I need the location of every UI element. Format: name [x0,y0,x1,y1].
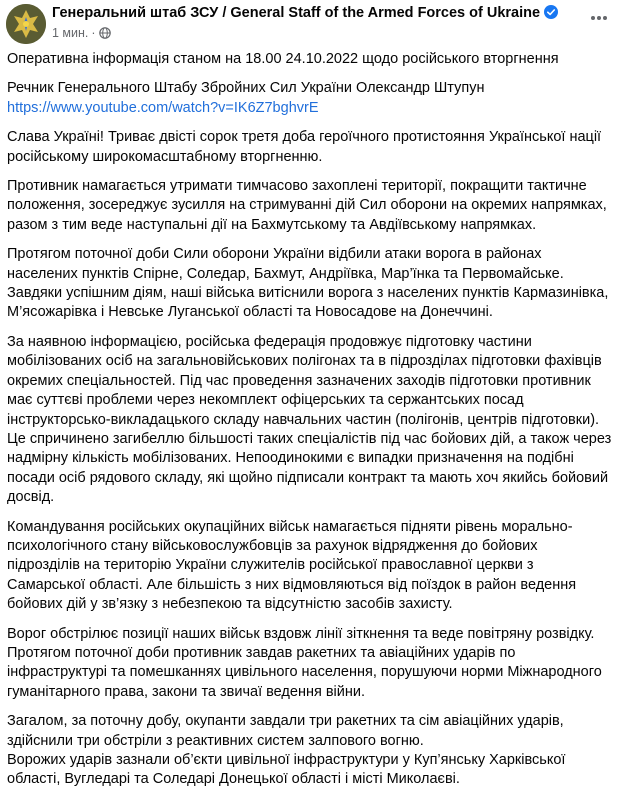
page-name-row [52,4,558,24]
post-paragraph: Противник намагається утримати тимчасово захоплені території, покращити тактичне положення, зосереджує зусилля на стримуванні дій Сил оборони на окремих напрямках, разом з тим веде наступальні дії на Бахмутському та Авдіївському напрямках. [7,178,607,233]
emblem-icon [6,4,46,44]
meta-separator: · [91,26,96,40]
post-paragraph-summary [7,712,613,790]
globe-icon[interactable] [99,27,111,43]
youtube-link[interactable]: https://www.youtube.com/watch?v=IK6Z7bghvrE [7,99,319,116]
post-timestamp[interactable]: 1 мин. [52,26,89,40]
post-text [7,50,613,800]
post-paragraph: Ворог обстрілює позиції наших військ вздовж лінії зіткнення та веде повітряну розвідку. Протягом поточної доби противник завдав ракетних та авіаційних ударів по інфраструктурі та помешканнях цивільного населення, порушуючи норми Міжнародного гуманітарного права, закони та звичаї ведення війни. [7,625,602,700]
post-paragraph-title: Оперативна інформація станом на 18.00 24.10.2022 щодо російського вторгнення [7,51,559,67]
spokesperson-text: Речник Генерального Штабу Збройних Сил України Олександр Штупун [7,80,485,97]
post-meta [52,25,111,43]
summary-text: Загалом, за поточну добу, окупанти завдали три ракетних та сім авіаційних ударів, здійснили три обстріли з реактивних систем залпового вогню. [7,713,564,749]
post-paragraph-spokesperson [7,79,613,118]
more-options-icon[interactable] [587,8,611,28]
post-paragraph: Протягом поточної доби Сили оборони України відбили атаки ворога в районах населених пунктів Спірне, Соледар, Бахмут, Андріївка, Мар’їнка та Первомайське. Завдяки успішним діям, наші війська витіснили ворога з населених пунктів Кармазинівка, М’ясожарівка і Невське Луганської області та Новосадове на Донеччині. [7,246,609,321]
post-header [4,4,617,48]
avatar[interactable] [6,4,46,44]
summary-text-continued: Ворожих ударів зазнали об’єкти цивільної інфраструктури у Куп’янську Харківської області, Вугледарі та Соледарі Донецької області і місті Миколаєві. [7,752,566,788]
page-name-link[interactable]: Генеральний штаб ЗСУ / General Staff of the Armed Forces of Ukraine [52,5,541,21]
post-paragraph: Слава Україні! Триває двісті сорок третя доба героїчного протистояння Української нації російському широкомасштабному вторгненню. [7,129,602,165]
verified-badge-icon [544,5,558,24]
post-paragraph: Командування російських окупаційних військ намагається підняти рівень морально-психологічного стану військовослужбовців за рахунок відрядження до бойових підрозділів на територію України служителів російської православної церкви з Самарської області. Але більшість з них відмовляються від поїздок в район ведення бойових дій у зв’язку з небезпекою та відсутністю засобів захисту. [7,518,577,613]
post-paragraph: За наявною інформацією, російська федерація продовжує підготовку частини мобілізованих осіб на загальновійськових полігонах та в підрозділах підготовки фахівців окремих спеціальностей. Під час проведення зазначених заходів підготовки противник має суттєві проблеми через некомплект офіцерських та сержантських посад інструкторсько-викладацького складу навчальних частин (полігонів, центрів підготовки). Це спричинено загибеллю більшості таких спеціалістів під час бойових дій, а також через надмірну кількість мобілізованих. Непоодинокими є випадки призначення на подібні посади осіб рядового складу, які щойно підписали контракт та мають хоч якийсь бойовий досвід. [7,333,612,506]
